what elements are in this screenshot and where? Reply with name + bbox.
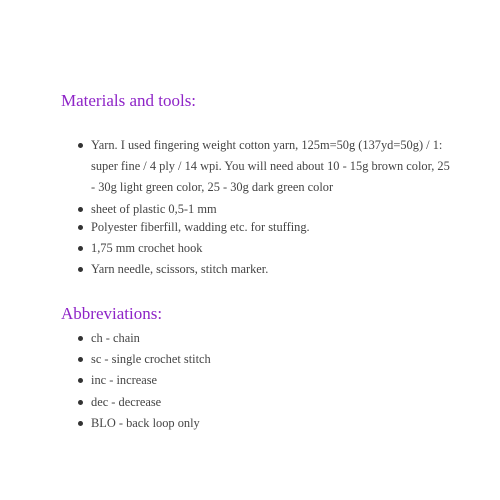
- bullet-icon: [78, 267, 83, 272]
- list-item-text: Yarn. I used fingering weight cotton yarn, 125m=50g (137yd=50g) / 1: super fine / 4 ply / 14 wpi. You will need about 10 - 15g brown color, 25 - 30g light green color, 25 - 30g dark green color: [91, 138, 450, 194]
- materials-heading: Materials and tools:: [61, 91, 197, 110]
- bullet-icon: [78, 421, 83, 426]
- list-item-text: ch - chain: [91, 331, 140, 345]
- list-item-text: inc - increase: [91, 373, 158, 387]
- list-item: [91, 217, 451, 238]
- list-item: [91, 328, 451, 349]
- list-item-text: BLO - back loop only: [91, 416, 200, 430]
- bullet-icon: [78, 336, 83, 341]
- list-item: [91, 349, 451, 370]
- bullet-icon: [78, 143, 83, 148]
- list-item: [91, 392, 451, 413]
- list-item-text: sc - single crochet stitch: [91, 352, 211, 366]
- bullet-icon: [78, 246, 83, 251]
- bullet-icon: [78, 357, 83, 362]
- list-item-text: 1,75 mm crochet hook: [91, 241, 203, 255]
- list-item-text: Yarn needle, scissors, stitch marker.: [91, 262, 269, 276]
- list-item: [91, 259, 451, 280]
- bullet-icon: [78, 400, 83, 405]
- list-item: [91, 238, 451, 259]
- list-item-text: Polyester fiberfill, wadding etc. for stuffing.: [91, 220, 310, 234]
- list-item: [91, 135, 451, 198]
- list-item-text: dec - decrease: [91, 395, 162, 409]
- bullet-icon: [78, 378, 83, 383]
- list-item-text: sheet of plastic 0,5-1 mm: [91, 202, 217, 216]
- bullet-icon: [78, 225, 83, 230]
- list-item: [91, 370, 451, 391]
- abbreviations-heading: Abbreviations:: [61, 304, 163, 323]
- bullet-icon: [78, 207, 83, 212]
- list-item: [91, 413, 451, 434]
